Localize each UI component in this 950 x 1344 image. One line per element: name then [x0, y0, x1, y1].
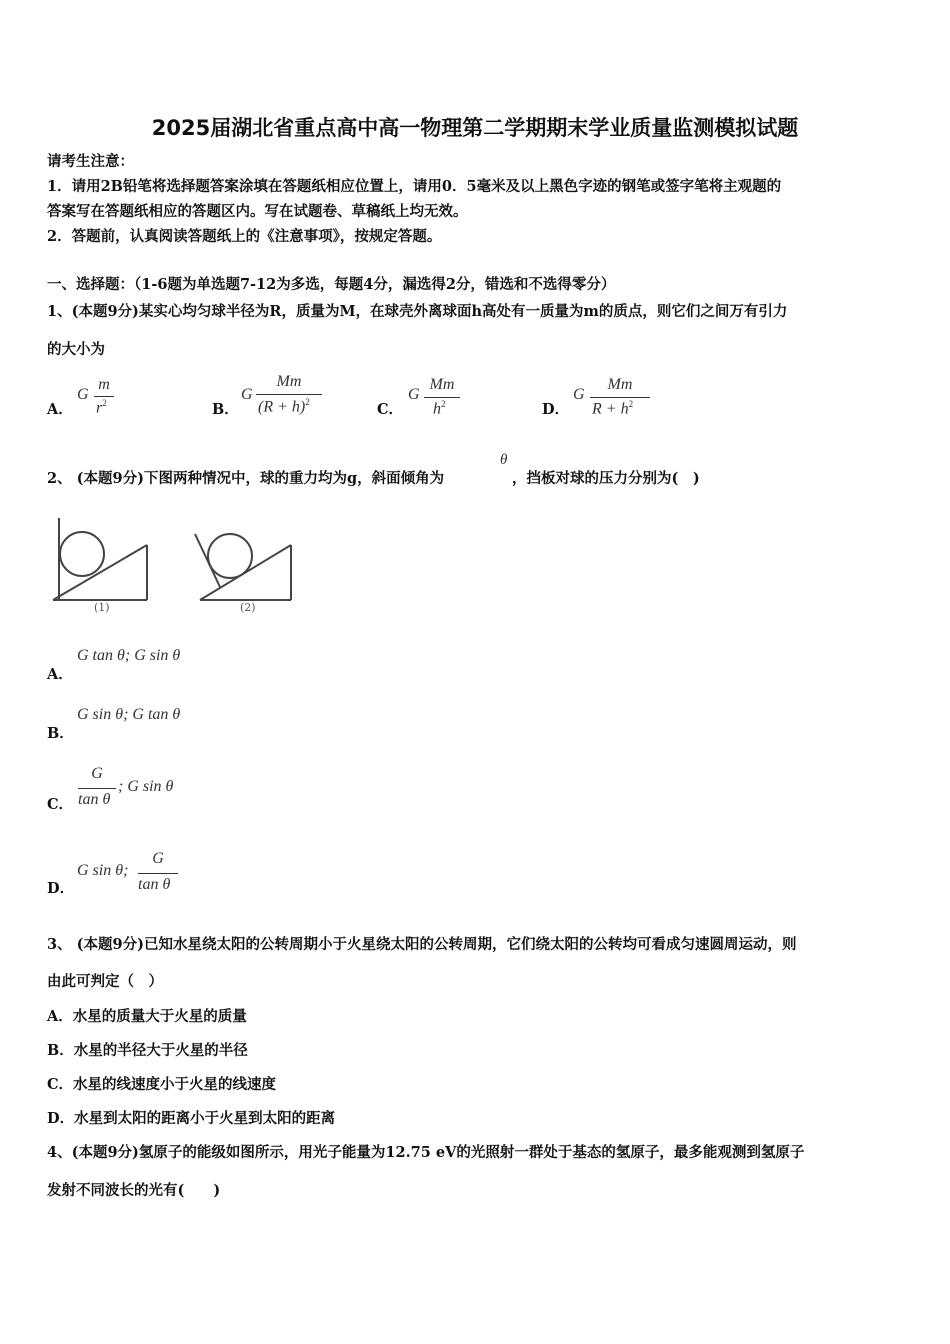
q1-b-numerator: Mm — [276, 373, 302, 390]
fig1-incline — [53, 545, 147, 600]
q1-a-numerator: m — [98, 376, 110, 393]
q4-stem-line-1: 4、(本题9分)氢原子的能级如图所示，用光子能量为12.75 eV的光照射一群处于基态的氢原子，最多能观测到氢原子 — [47, 1144, 805, 1161]
q1-option-d-label: D． — [542, 401, 570, 418]
q1-stem-line-1: 1、(本题9分)某实心均匀球半径为R，质量为M，在球壳外离球面h高处有一质量为m的质点，则它们之间万有引力 — [47, 303, 788, 320]
q1-a-denominator: $r^2$ — [96, 398, 107, 417]
q2-option-a-text: G tan θ; G sin θ — [77, 647, 181, 664]
q3-option-a: A．水星的质量大于火星的质量 — [47, 1008, 247, 1025]
q2-option-d-label: D． — [47, 880, 75, 897]
q2-figure-1-caption: (1) — [94, 601, 110, 614]
q1-a-fraction-bar — [94, 396, 114, 397]
q1-a-G: G — [77, 386, 89, 403]
q1-d-fraction-bar — [590, 397, 650, 398]
q2-d-denominator: tan θ — [138, 876, 171, 893]
q1-option-a-label: A． — [47, 401, 73, 418]
q1-d-numerator: Mm — [607, 376, 633, 393]
q2-d-head: G sin θ; — [77, 862, 129, 879]
q1-b-fraction-bar — [256, 394, 322, 395]
q3-option-c: C．水星的线速度小于火星的线速度 — [47, 1076, 277, 1093]
page-title: 2025届湖北省重点高中高一物理第二学期期末学业质量监测模拟试题 — [151, 116, 799, 140]
q2-theta: θ — [500, 452, 508, 468]
q3-stem-line-1: 3、 (本题9分)已知水星绕太阳的公转周期小于火星绕太阳的公转周期，它们绕太阳的公转均可看成匀速圆周运动，则 — [47, 936, 797, 953]
fig1-ball — [60, 532, 104, 576]
q2-c-denominator: tan θ — [78, 791, 111, 808]
q2-option-a-label: A． — [47, 666, 73, 683]
q1-b-denominator: $(R + h)^2$ — [258, 397, 310, 416]
q3-option-b: B．水星的半径大于火星的半径 — [47, 1042, 248, 1059]
q2-stem: 2、 (本题9分)下图两种情况中，球的重力均为g，斜面倾角为 — [47, 470, 445, 487]
q1-stem-line-2: 的大小为 — [47, 341, 105, 358]
q1-d-G: G — [573, 386, 585, 403]
q1-c-fraction-bar — [424, 397, 460, 398]
q2-option-b-label: B． — [47, 725, 74, 742]
notice-line-1a: 1．请用2B铅笔将选择题答案涂填在答题纸相应位置上，请用0．5毫米及以上黑色字迹的钢笔或签字笔将主观题的 — [47, 178, 782, 195]
fig2-ball — [208, 534, 252, 578]
q2-c-numerator: G — [91, 765, 103, 782]
q1-d-denominator: $R + h^2$ — [592, 399, 634, 418]
q2-stem-tail: ，挡板对球的压力分别为( ) — [512, 470, 700, 487]
q1-option-b-label: B． — [212, 401, 239, 418]
q2-c-tail: ; G sin θ — [118, 778, 174, 795]
q1-c-G: G — [408, 386, 420, 403]
notice-line-2: 2．答题前，认真阅读答题纸上的《注意事项》，按规定答题。 — [47, 228, 442, 245]
q2-option-c-label: C． — [47, 796, 74, 813]
q1-b-G: G — [241, 386, 253, 403]
q2-d-numerator: G — [152, 850, 164, 867]
q1-option-c-label: C． — [377, 401, 404, 418]
section-heading: 一、选择题：（1-6题为单选题7-12为多选，每题4分，漏选得2分，错选和不选得零分） — [47, 276, 616, 293]
q2-d-fraction-bar — [138, 873, 178, 874]
q1-c-numerator: Mm — [429, 376, 455, 393]
notice-heading: 请考生注意： — [47, 153, 134, 170]
q3-option-d: D．水星到太阳的距离小于火星到太阳的距离 — [47, 1110, 336, 1127]
q3-stem-line-2: 由此可判定（ ） — [47, 973, 163, 990]
q2-figure-2-caption: (2) — [240, 601, 256, 614]
notice-line-1b: 答案写在答题纸相应的答题区内。写在试题卷、草稿纸上均无效。 — [47, 203, 468, 220]
q2-option-b-text: G sin θ; G tan θ — [77, 706, 181, 723]
q4-stem-line-2: 发射不同波长的光有( ) — [47, 1182, 221, 1199]
q2-incline-figure — [45, 512, 300, 617]
q1-c-denominator: $h^2$ — [433, 399, 446, 418]
q2-c-fraction-bar — [78, 788, 116, 789]
